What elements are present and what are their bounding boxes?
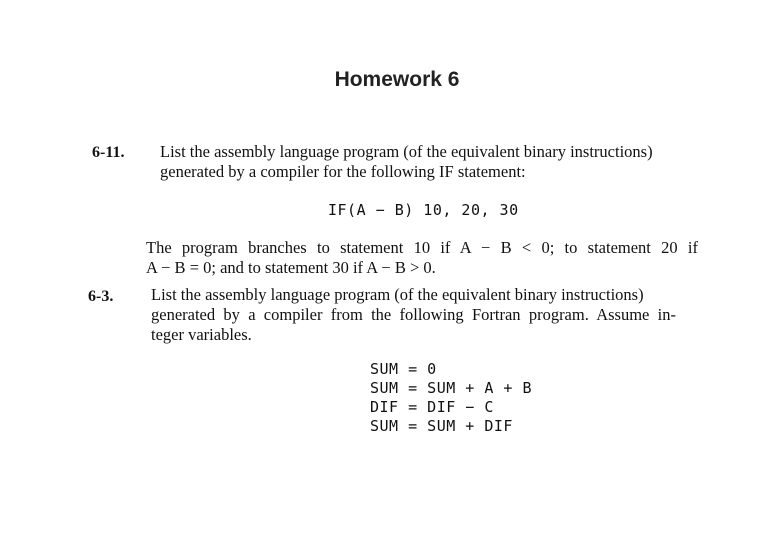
- code-line: SUM = SUM + DIF: [370, 417, 513, 435]
- code-line: SUM = 0: [370, 360, 437, 378]
- page-title: Homework 6: [334, 68, 460, 91]
- problem-explanation: [146, 238, 698, 278]
- problem-text-line: List the assembly language program (of the equivalent binary instructions): [160, 142, 653, 161]
- if-statement: IF(A − B) 10, 20, 30: [328, 201, 519, 219]
- explanation-line: A − B = 0; and to statement 30 if A − B > 0.: [146, 258, 436, 277]
- problem-text: [160, 142, 653, 182]
- code-line: SUM = SUM + A + B: [370, 379, 533, 397]
- problem-text: [151, 285, 676, 345]
- explanation-line: The program branches to statement 10 if A − B < 0; to statement 20 if: [146, 238, 698, 257]
- problem-number: 6-3.: [88, 288, 114, 305]
- problem-text-line: List the assembly language program (of the equivalent binary instructions): [151, 285, 644, 304]
- problem-text-line: generated by a compiler from the following Fortran program. Assume in-: [151, 305, 676, 324]
- problem-text-line: teger variables.: [151, 325, 252, 344]
- code-line: DIF = DIF − C: [370, 398, 494, 416]
- problem-text-line: generated by a compiler for the following IF statement:: [160, 162, 526, 181]
- problem-number: 6-11.: [92, 144, 125, 161]
- fortran-code-block: [370, 360, 532, 436]
